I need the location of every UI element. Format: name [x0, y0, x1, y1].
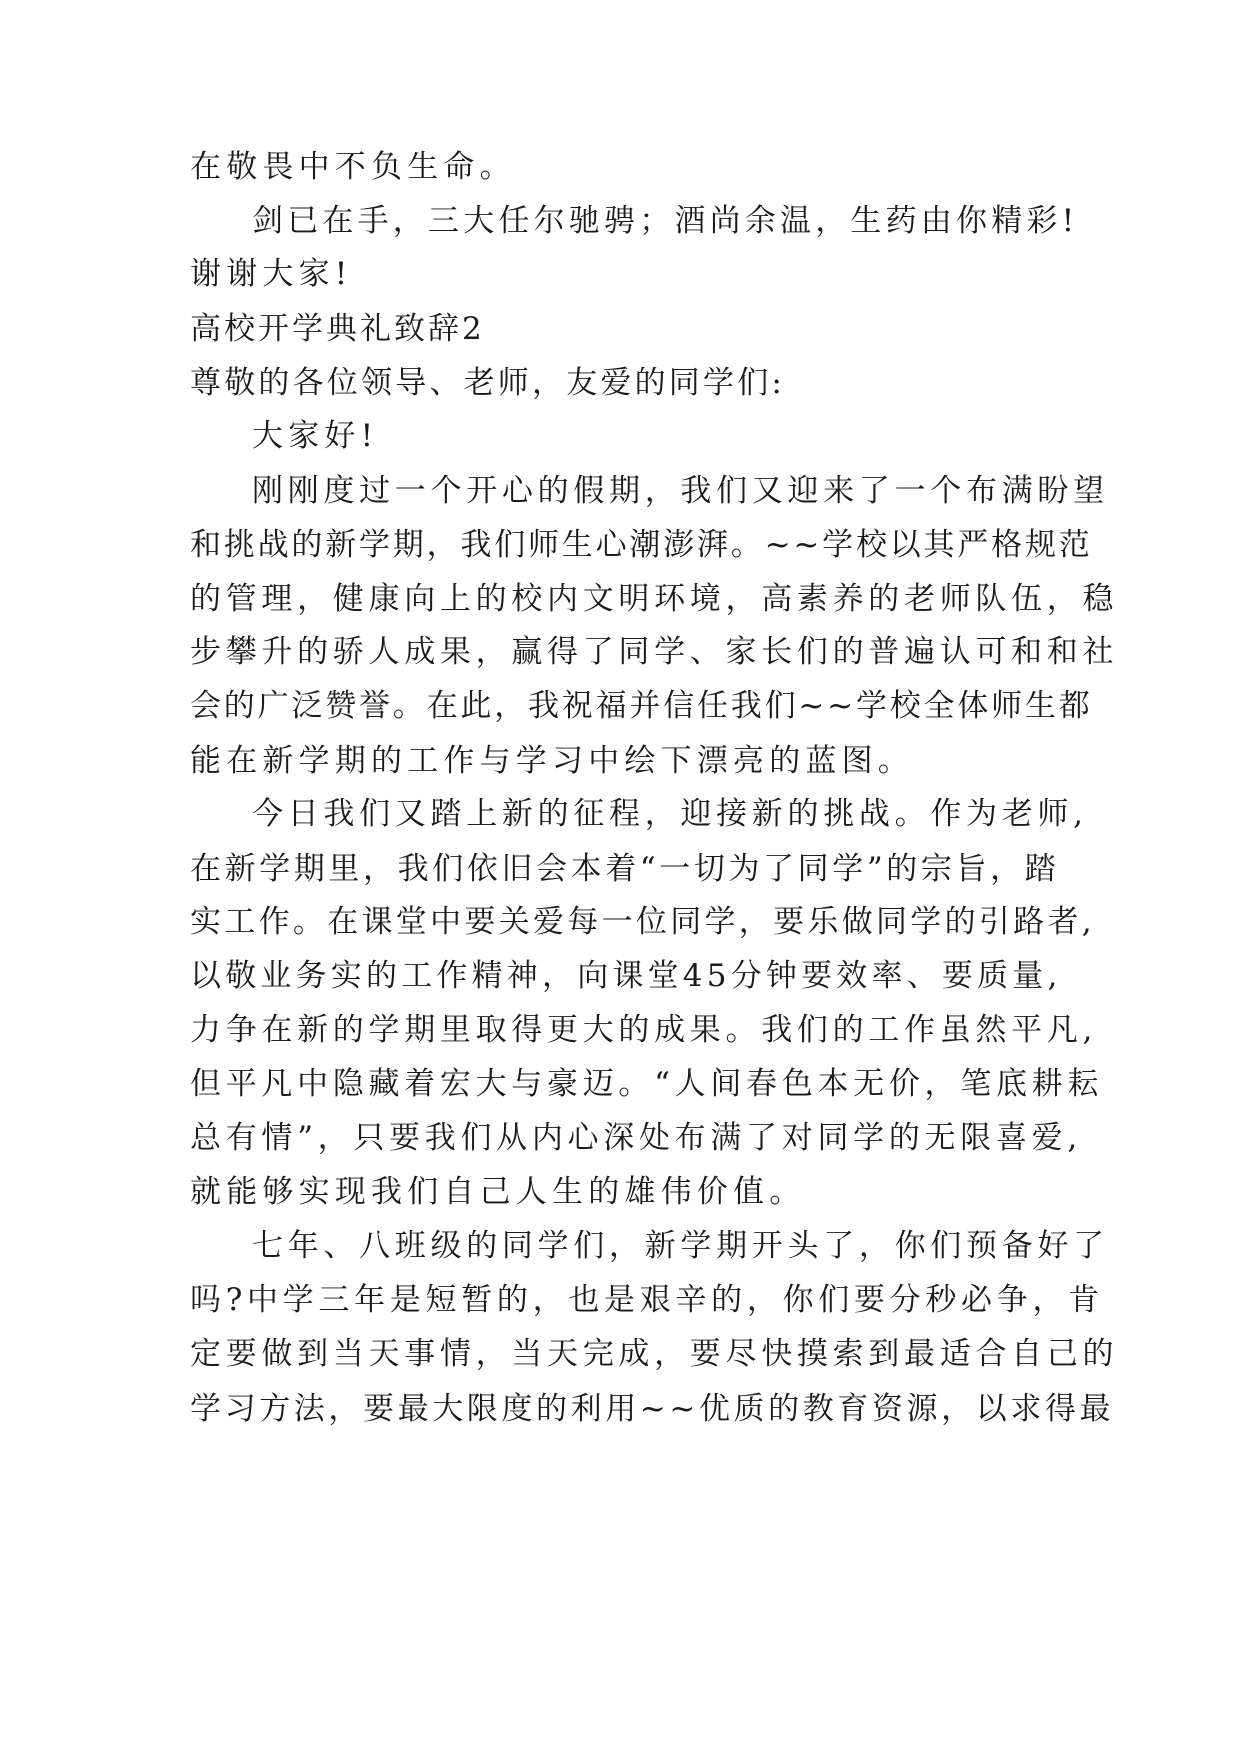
- text-line: 总有情”，只要我们从内心深处布满了对同学的无限喜爱,: [190, 1120, 1082, 1156]
- text-line: 刚刚度过一个开心的假期，我们又迎来了一个布满盼望: [252, 473, 1109, 509]
- text-line: 吗?中学三年是短暂的，也是艰辛的，你们要分秒必争，肯: [190, 1282, 1104, 1318]
- text-line: 以敬业务实的工作精神，向课堂45分钟要效率、要质量,: [190, 958, 1062, 994]
- text-line: 就能够实现我们自己人生的雄伟价值。: [190, 1174, 806, 1210]
- text-line: 定要做到当天事情，当天完成，要尽快摸索到最适合自己的: [190, 1336, 1119, 1372]
- text-line: 大家好!: [252, 418, 379, 454]
- text-line: 学习方法，要最大限度的利用~~优质的教育资源，以求得最: [190, 1391, 1115, 1427]
- text-line: 能在新学期的工作与学习中绘下漂亮的蓝图。: [190, 743, 914, 779]
- text-line: 力争在新的学期里取得更大的成果。我们的工作虽然平凡,: [190, 1012, 1098, 1048]
- text-line: 今日我们又踏上新的征程，迎接新的挑战。作为老师,: [252, 796, 1088, 832]
- text-line: 谢谢大家!: [190, 256, 353, 292]
- text-line: 剑已在手，三大任尔驰骋；酒尚余温，生药由你精彩!: [252, 203, 1079, 239]
- salutation: 尊敬的各位领导、老师，友爱的同学们:: [190, 365, 786, 401]
- section-heading: 高校开学典礼致辞2: [190, 311, 485, 347]
- text-line: 但平凡中隐藏着宏大与豪迈。“人间春色本无价，笔底耕耘: [190, 1066, 1104, 1102]
- text-line: 会的广泛赞誉。在此，我祝福并信任我们~~学校全体师生都: [190, 688, 1093, 724]
- text-line: 在新学期里，我们依旧会本着“一切为了同学”的宗旨，踏: [190, 851, 1060, 887]
- text-line: 和挑战的新学期，我们师生心潮澎湃。~~学校以其严格规范: [190, 527, 1093, 563]
- text-line: 的管理，健康向上的校内文明环境，高素养的老师队伍，稳: [190, 581, 1119, 617]
- text-line: 在敬畏中不负生命。: [190, 149, 516, 185]
- text-line: 步攀升的骄人成果，赢得了同学、家长们的普遍认可和和社: [190, 634, 1119, 670]
- text-line: 实工作。在课堂中要关爱每一位同学，要乐做同学的引路者,: [190, 904, 1095, 940]
- text-line: 七年、八班级的同学们，新学期开头了，你们预备好了: [252, 1228, 1109, 1264]
